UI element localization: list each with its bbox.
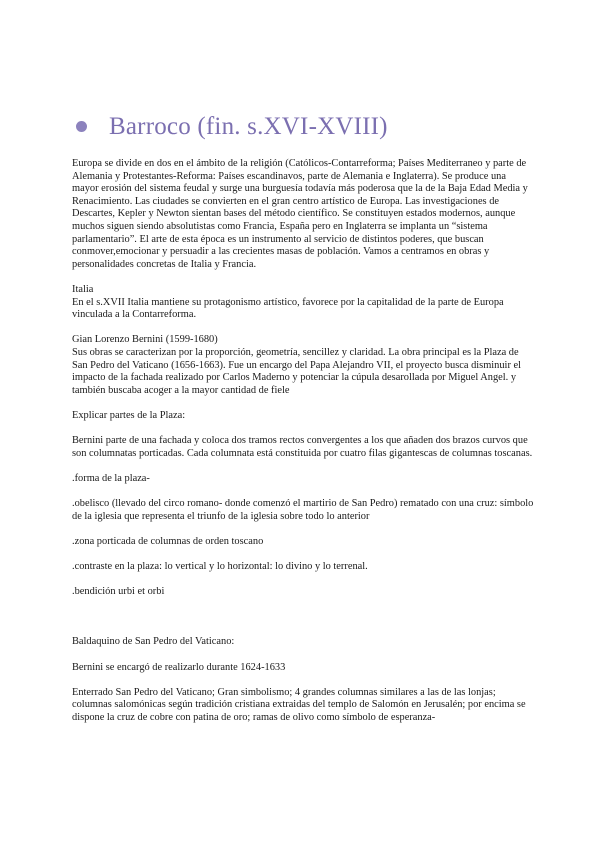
baldaquino-dates: Bernini se encargó de realizarlo durante 1624-1633	[72, 661, 286, 673]
heading-title: Barroco (fin. s.XVI-XVIII)	[109, 113, 388, 140]
plaza-item-form: .forma de la plaza-	[72, 472, 150, 484]
baldaquino-paragraph: Enterrado San Pedro del Vaticano; Gran simbolismo; 4 grandes columnas similares a las de las lonjas; columnas salomónicas según tradición cristiana extraidas del templo de Salomón en Jerusalén; por encima se dispone la cruz de cobre con patina de oro; ramas de olivo como símbolo de esperanza-	[72, 686, 526, 723]
plaza-item-obelisk: .obelisco (llevado del circo romano- donde comenzó el martirio de San Pedro) rematado con una cruz: símbolo de la iglesia que representa el triunfo de la iglesia sobre todo lo anterior	[72, 498, 534, 522]
bullet-icon	[76, 121, 87, 132]
document-body	[72, 158, 534, 725]
plaza-paragraph: Bernini parte de una fachada y coloca dos tramos rectos convergentes a los que añaden dos brazos curvos que son columnatas porticadas. Cada columnata está constituida por cuatro filas gigantescas de columnas toscanas.	[72, 435, 533, 459]
plaza-parts-heading: Explicar partes de la Plaza:	[72, 409, 186, 421]
bernini-paragraph: Sus obras se caracterizan por la proporción, geometría, sencillez y claridad. La obra principal es la Plaza de San Pedro del Vaticano (1656-1663). Fue un encargo del Papa Alejandro VII, el proyecto busca disminuir el impacto de la fachada realizado por Carlos Maderno y potenciar la cúpula desarollada por Miguel Angel. y también buscaba acoger a la mayor cantidad de fiele	[72, 346, 521, 396]
bernini-heading: Gian Lorenzo Bernini (1599-1680)	[72, 334, 218, 346]
baldaquino-heading: Baldaquino de San Pedro del Vaticano:	[72, 636, 235, 648]
plaza-item-contrast: .contraste en la plaza: lo vertical y lo horizontal: lo divino y lo terrenal.	[72, 561, 368, 572]
plaza-item-portico: .zona porticada de columnas de orden toscano	[72, 535, 264, 547]
intro-paragraph: Europa se divide en dos en el ámbito de la religión (Católicos-Contarreforma; Países Mediterraneo y parte de Alemania y Protestantes-Reforma: Países escandinavos, parte de Alemania e Inglaterra). Se produce una mayor erosión del sistema feudal y surge una burguesía todavía más poderosa que la de la Baja Edad Media y Renacimiento. Las ciudades se convierten en el gran centro artístico de Europa. Las investigaciones de Descartes, Kepler y Newton sientan bases del método científico. Se constituyen estados modernos, aunque muchos siguen siendo absolutistas como Francia, España pero en Inglaterra se implanta un “sistema parlamentario”. El arte de esta época es un instrumento al servicio de distintos poderes, que buscan conmover,emocionar y persuadir a las crecientes masas de población. Vamos a centramos en obras y personalidades concretas de Italia y Francia.	[72, 158, 528, 270]
italia-paragraph: En el s.XVII Italia mantiene su protagonismo artístico, favorece por la capitalidad de la parte de Europa vinculada a la Contarreforma.	[72, 296, 504, 321]
plaza-item-blessing: .bendición urbi et orbi	[72, 586, 165, 598]
section-heading	[76, 114, 388, 139]
section-label-italia: Italia	[72, 283, 94, 295]
